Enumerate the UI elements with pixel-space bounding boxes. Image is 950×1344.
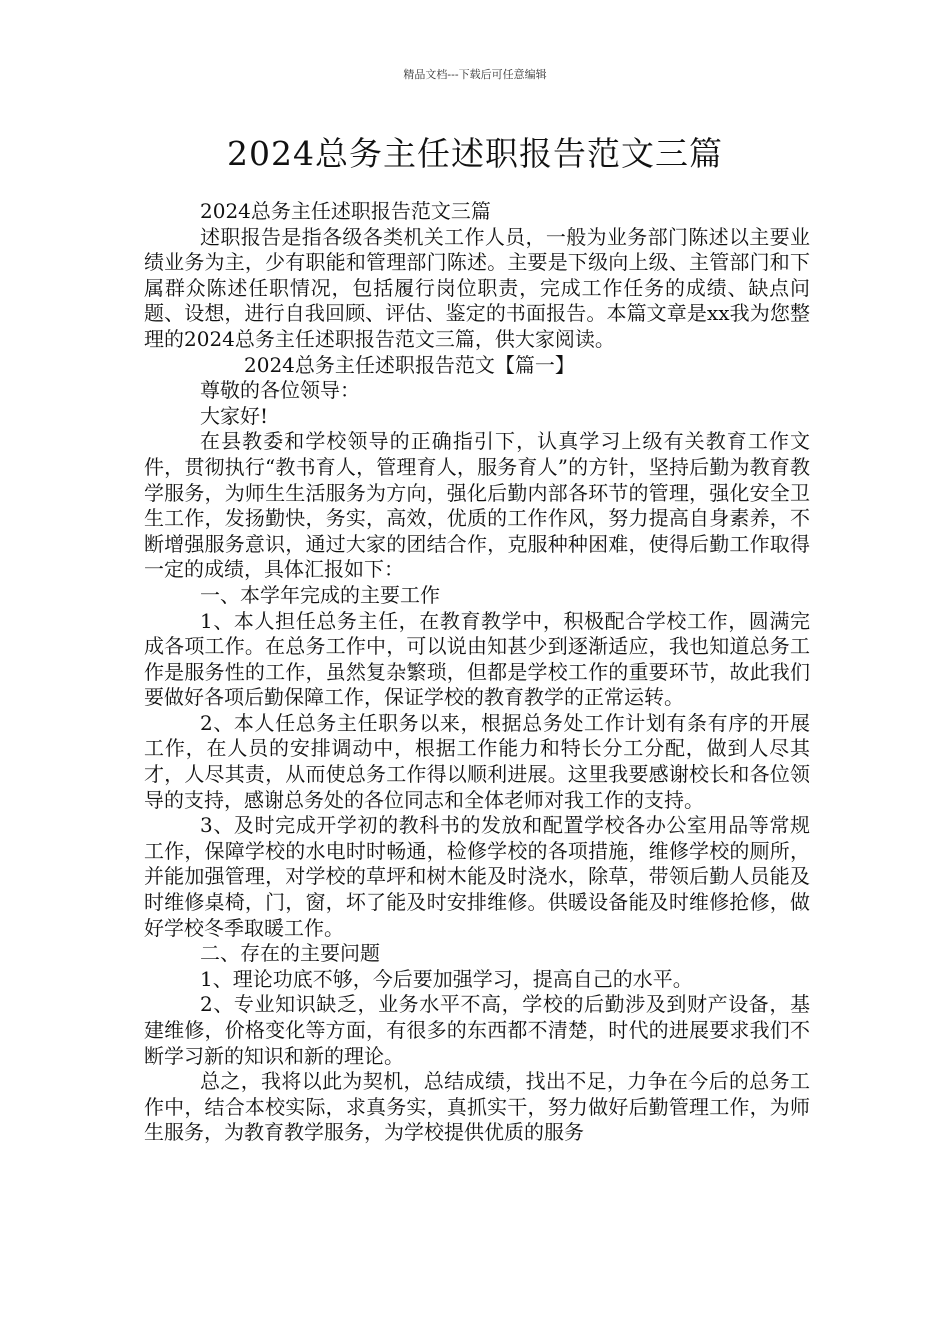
paragraph-overview: 在县教委和学校领导的正确指引下，认真学习上级有关教育工作文件，贯彻执行“教书育人，管理育人，服务育人”的方针，坚持后勤为教育教学服务，为师生生活服务为方向，强化后勤内部各环节的管理，强化安全卫生工作，发扬勤快，务实，高效，优质的工作作风，努力提高自身素养，不断增强服务意识，通过大家的团结合作，克服种种困难，使得后勤工作取得一定的成绩，具体汇报如下： bbox=[144, 429, 810, 582]
paragraph-work-item-3: 3、及时完成开学初的教科书的发放和配置学校各办公室用品等常规工作，保障学校的水电时时畅通，检修学校的各项措施，维修学校的厕所，并能加强管理，对学校的草坪和树木能及时浇水，除草，带领后勤人员能及时维修桌椅，门，窗，坏了能及时安排维修。供暖设备能及时维修抢修，做好学校冬季取暖工作。 bbox=[144, 813, 810, 940]
paragraph-problem-2: 2、专业知识缺乏，业务水平不高，学校的后勤涉及到财产设备，基建维修，价格变化等方面，有很多的东西都不清楚，时代的进展要求我们不断学习新的知识和新的理论。 bbox=[144, 992, 810, 1068]
greeting: 大家好! bbox=[200, 403, 269, 428]
paragraph-repeat-title: 2024总务主任述职报告范文三篇 bbox=[200, 199, 491, 223]
paragraph-problem-1: 1、理论功底不够，今后要加强学习，提高自己的水平。 bbox=[200, 966, 693, 991]
paragraph-work-item-1: 1、本人担任总务主任，在教育教学中，积极配合学校工作，圆满完成各项工作。在总务工作中，可以说由知甚少到逐渐适应，我也知道总务工作是服务性的工作，虽然复杂繁琐，但都是学校工作的重要环节，故此我们要做好各项后勤保障工作，保证学校的教育教学的正常运转。 bbox=[144, 608, 810, 710]
heading-problems: 二、存在的主要问题 bbox=[200, 941, 380, 966]
header-note: 精品文档---下载后可任意编辑 bbox=[403, 68, 547, 81]
paragraph-intro: 述职报告是指各级各类机关工作人员，一般为业务部门陈述以主要业绩业务为主，少有职能和管理部门陈述。主要是下级向上级、主管部门和下属群众陈述任职情况，包括履行岗位职责，完成工作任务的成绩、缺点问题、设想，进行自我回顾、评估、鉴定的书面报告。本篇文章是xx我为您整理的2024总务主任述职报告范文三篇，供大家阅读。 bbox=[144, 224, 810, 351]
paragraph-conclusion: 总之，我将以此为契机，总结成绩，找出不足，力争在今后的总务工作中，结合本校实际，求真务实，真抓实干，努力做好后勤管理工作，为师生服务，为教育教学服务，为学校提供优质的服务 bbox=[144, 1069, 810, 1145]
document-title: 2024总务主任述职报告范文三篇 bbox=[227, 134, 723, 173]
heading-main-work: 一、本学年完成的主要工作 bbox=[200, 582, 440, 607]
document-body bbox=[144, 199, 810, 1146]
paragraph-work-item-2: 2、本人任总务主任职务以来，根据总务处工作计划有条有序的开展工作，在人员的安排调动中，根据工作能力和特长分工分配，做到人尽其才，人尽其责，从而使总务工作得以顺利进展。这里我要感谢校长和各位领导的支持，感谢总务处的各位同志和全体老师对我工作的支持。 bbox=[144, 710, 810, 812]
section-title-part-one: 2024总务主任述职报告范文【篇一】 bbox=[244, 352, 575, 377]
salutation: 尊敬的各位领导： bbox=[200, 378, 360, 403]
